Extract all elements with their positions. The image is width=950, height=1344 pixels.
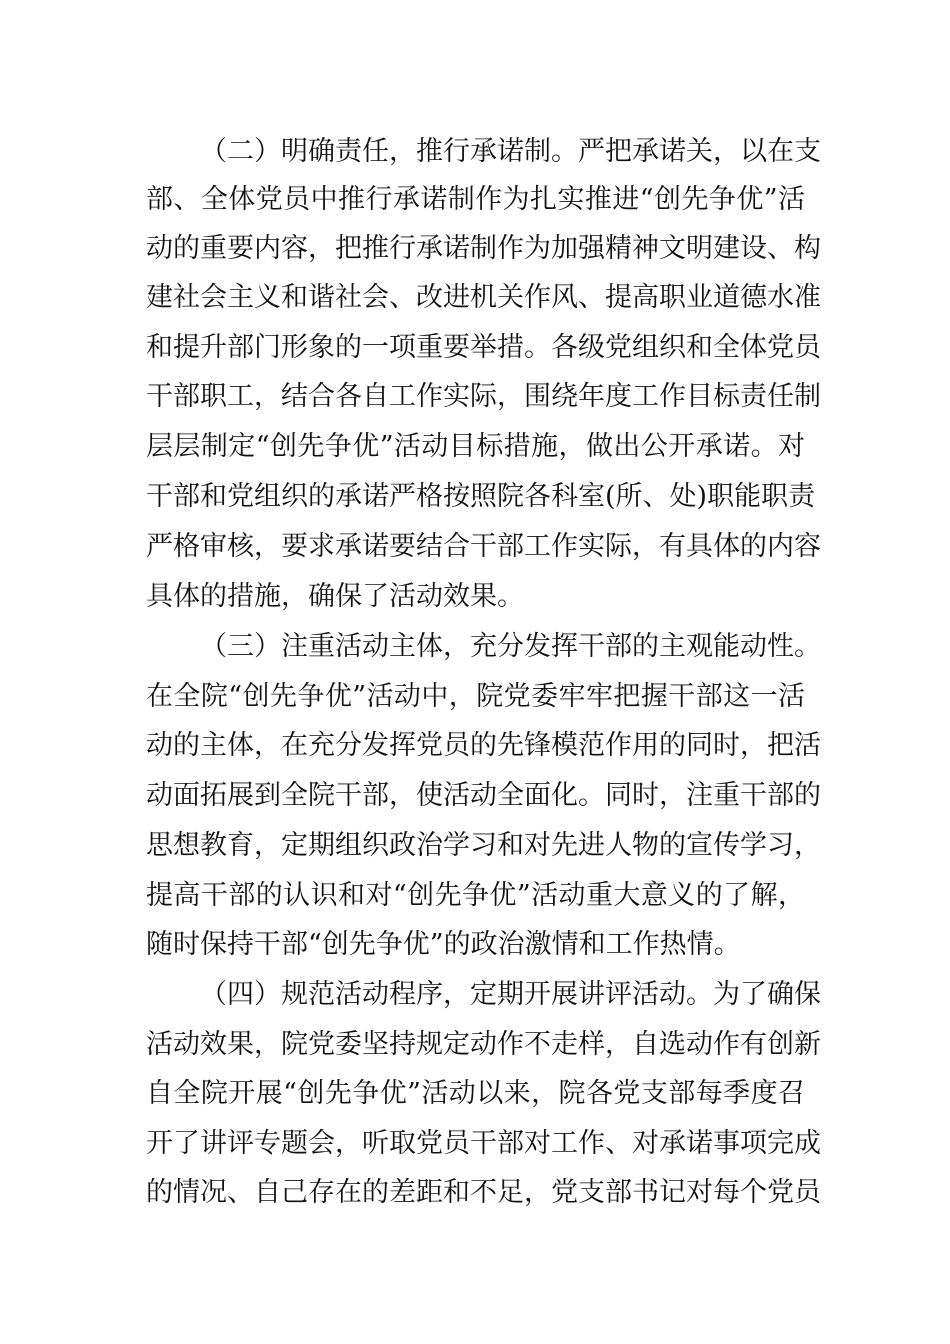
para2-line-6 <box>0 372 950 422</box>
text-line: 提高干部的认识和对“创先争优”活动重大意义的了解， <box>146 880 805 911</box>
text-line: 动面拓展到全院干部，使活动全面化。同时，注重干部的 <box>146 780 821 811</box>
text-line: 干部职工，结合各自工作实际，围绕年度工作目标责任制 <box>146 381 821 412</box>
para4-line-2 <box>0 1020 950 1070</box>
text-line: 部、全体党员中推行承诺制作为扎实推进“创先争优”活 <box>146 184 805 215</box>
text-line: 活动效果，院党委坚持规定动作不走样，自选动作有创新 <box>146 1029 821 1060</box>
text-line: 干部和党组织的承诺严格按照院各科室(所、处)职能职责 <box>146 481 816 512</box>
text-line: 建社会主义和谐社会、改进机关作风、提高职业道德水准 <box>146 282 821 313</box>
para3-line-1 <box>0 622 950 672</box>
para2-line-4 <box>0 273 950 323</box>
para4-line-4 <box>0 1119 950 1169</box>
para3-line-4 <box>0 771 950 821</box>
para3-line-3 <box>0 721 950 771</box>
para2-line-7 <box>0 422 950 472</box>
text-line: 具体的措施，确保了活动效果。 <box>146 581 524 612</box>
text-line: （四）规范活动程序，定期开展讲评活动。为了确保 <box>200 979 821 1010</box>
text-line: （二）明确责任，推行承诺制。严把承诺关，以在支 <box>200 136 821 167</box>
para2-line-1 <box>0 127 950 177</box>
para2-line-10 <box>0 572 950 622</box>
text-line: （三）注重活动主体，充分发挥干部的主观能动性。 <box>200 631 821 662</box>
text-line: 的情况、自己存在的差距和不足，党支部书记对每个党员 <box>146 1177 821 1208</box>
text-line: 开了讲评专题会，听取党员干部对工作、对承诺事项完成 <box>146 1128 821 1159</box>
text-line: 思想教育，定期组织政治学习和对先进人物的宣传学习， <box>146 830 821 861</box>
para3-line-6 <box>0 871 950 921</box>
para2-line-9 <box>0 522 950 572</box>
para3-line-2 <box>0 672 950 722</box>
text-line: 和提升部门形象的一项重要举措。各级党组织和全体党员 <box>146 332 821 363</box>
para2-line-8 <box>0 472 950 522</box>
text-line: 自全院开展“创先争优”活动以来，院各党支部每季度召 <box>146 1078 805 1109</box>
para4-line-1 <box>0 970 950 1020</box>
para3-line-5 <box>0 821 950 871</box>
text-line: 严格审核，要求承诺要结合干部工作实际，有具体的内容 <box>146 531 821 562</box>
para2-line-5 <box>0 323 950 373</box>
text-line: 随时保持干部“创先争优”的政治激情和工作热情。 <box>146 929 741 960</box>
para2-line-3 <box>0 224 950 274</box>
para2-line-2 <box>0 175 950 225</box>
text-line: 动的重要内容，把推行承诺制作为加强精神文明建设、构 <box>146 233 821 264</box>
para3-line-7 <box>0 920 950 970</box>
para4-line-5 <box>0 1168 950 1218</box>
text-line: 在全院“创先争优”活动中，院党委牢牢把握干部这一活 <box>146 681 805 712</box>
text-line: 层层制定“创先争优”活动目标措施，做出公开承诺。对 <box>146 431 805 462</box>
text-line: 动的主体，在充分发挥党员的先锋模范作用的同时，把活 <box>146 730 821 761</box>
para4-line-3 <box>0 1069 950 1119</box>
